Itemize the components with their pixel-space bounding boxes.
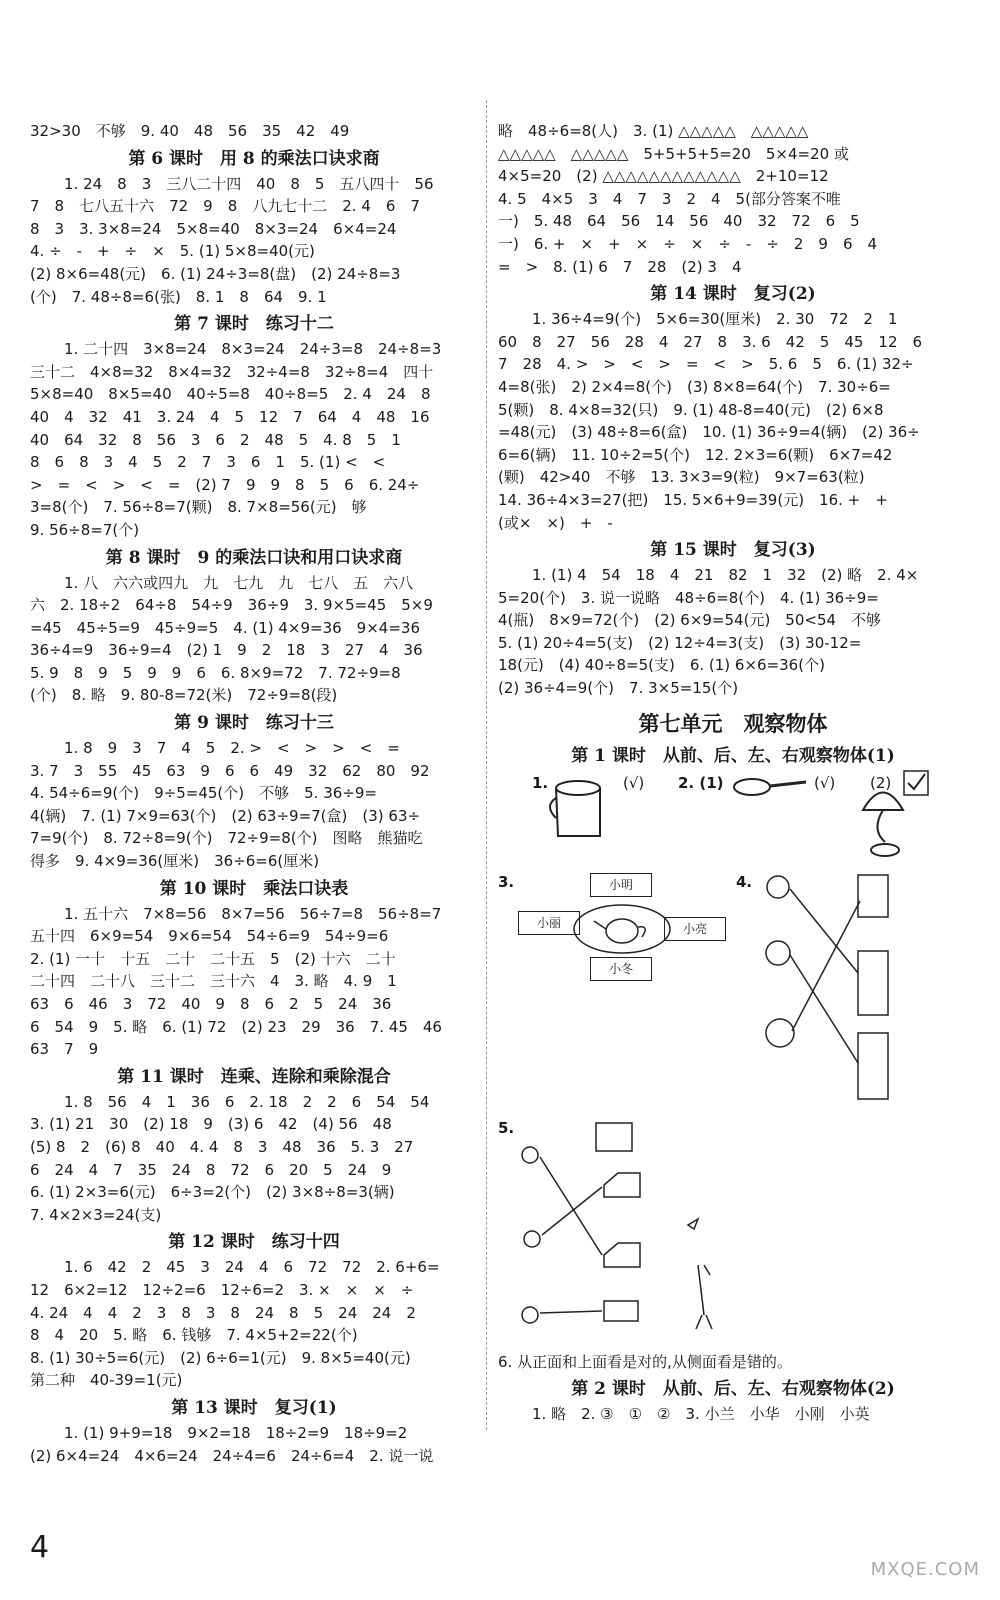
answer-line: 五十四 6×9=54 9×6=54 54÷6=9 54÷9=6	[30, 927, 389, 946]
answer-line: 6=6(辆) 11. 10÷2=5(个) 12. 2×3=6(颗) 6×7=42	[498, 445, 893, 464]
answer-line: 4. 5 4×5 3 4 7 3 2 4 5(部分答案不唯	[498, 189, 841, 208]
answer-line: 18(元) (4) 40÷8=5(支) 6. (1) 6×6=36(个)	[498, 656, 825, 675]
answer-line: (颗) 42>40 不够 13. 3×3=9(粒) 9×7=63(粒)	[498, 468, 865, 487]
answer-line: 1. 八 六六或四九 九 七九 九 七八 五 六八	[64, 573, 414, 592]
lesson-title: 第 6 课时 用 8 的乘法口诀求商	[128, 148, 380, 169]
question-label: 5.	[498, 1118, 515, 1137]
name-box-right: 小亮	[664, 917, 726, 941]
lesson-title: 第 14 课时 复习(2)	[650, 284, 816, 305]
question-label: 4.	[736, 872, 753, 891]
pan-icon	[730, 772, 810, 802]
answer-line: 1. 8 9 3 7 4 5 2. > < > > < =	[64, 739, 400, 758]
answer-line: 1. 24 8 3 三八二十四 40 8 5 五八四十 56	[64, 174, 434, 193]
answer-line: =45 45÷5=9 45÷9=5 4. (1) 4×9=36 9×4=36	[30, 618, 420, 637]
lesson-title: 第 10 课时 乘法口诀表	[159, 878, 349, 899]
answer-line: = > 8. (1) 6 7 28 (2) 3 4	[498, 257, 742, 276]
answer-line: 7 8 七八五十六 72 9 8 八九七十二 2. 4 6 7	[30, 197, 420, 216]
answer-line: 略 48÷6=8(人) 3. (1) △△△△△ △△△△△	[498, 122, 809, 140]
answer-line: (或× ×) + -	[498, 513, 613, 532]
kid-face-icon	[766, 941, 790, 965]
answer-line: 4. 54÷6=9(个) 9÷5=45(个) 不够 5. 36÷9=	[30, 784, 377, 803]
page-number: 4	[30, 1530, 50, 1565]
right-answers	[498, 120, 968, 700]
answer-line: 6. 从正面和上面看是对的,从侧面看是错的。	[498, 1352, 792, 1371]
answer-line: 8 3 3. 3×8=24 5×8=40 8×3=24 6×4=24	[30, 219, 397, 238]
answer-line: 1. 五十六 7×8=56 8×7=56 56÷7=8 56÷8=7	[64, 904, 442, 923]
lesson-title: 第 7 课时 练习十二	[174, 314, 334, 335]
answer-label: (2)	[870, 773, 892, 792]
answer-line: 得多 9. 4×9=36(厘米) 36÷6=6(厘米)	[30, 852, 320, 871]
answer-line: 5(颗) 8. 4×8=32(只) 9. (1) 48-8=40(元) (2) 6×8	[498, 400, 884, 419]
answer-line: 63 6 46 3 72 40 9 8 6 2 5 24 36	[30, 995, 392, 1013]
teapot-icon	[572, 901, 672, 957]
question-label: 3.	[498, 872, 515, 891]
squirrel-icon	[524, 1231, 540, 1247]
answer-line: 1. 略 2. ③ ① ② 3. 小兰 小华 小刚 小英	[532, 1405, 870, 1424]
lesson-title: 第 8 课时 9 的乘法口诀和用口诀求商	[105, 547, 403, 568]
answer-line: 第二种 40-39=1(元)	[30, 1371, 183, 1390]
answer-line: 5×8=40 8×5=40 40÷5=8 40÷8=5 2. 4 24 8	[30, 385, 431, 404]
answer-line: 14. 36÷4×3=27(把) 15. 5×6+9=39(元) 16. + +	[498, 490, 888, 509]
answer-line: 4. ÷ - + ÷ × 5. (1) 5×8=40(元)	[30, 242, 315, 261]
answer-line: 1. 8 56 4 1 36 6 2. 18 2 2 6 54 54	[64, 1092, 430, 1111]
answer-line: 7=9(个) 8. 72÷8=9(个) 72÷9=8(个) 图略 熊猫吃	[30, 829, 423, 848]
answer-line: 9. 56÷8=7(个)	[30, 520, 140, 539]
answer-line: =48(元) (3) 48÷8=6(盒) 10. (1) 36÷9=4(辆) (2) 36÷	[498, 423, 920, 442]
cup-icon	[548, 776, 618, 846]
answer-line: (2) 6×4=24 4×6=24 24÷4=6 24÷6=4 2. 说一说	[30, 1446, 434, 1465]
column-divider	[486, 100, 487, 1430]
right-column	[498, 120, 968, 1426]
answer-line: 40 4 32 41 3. 24 4 5 12 7 64 4 48 16	[30, 407, 430, 426]
rabbit-icon	[522, 1307, 538, 1323]
answer-line: 1. (1) 4 54 18 4 21 82 1 32 (2) 略 2. 4×	[532, 566, 919, 585]
lesson-title: 第 13 课时 复习(1)	[171, 1397, 337, 1418]
kid-face-icon	[767, 876, 789, 898]
answer-line: 三十二 4×8=32 8×4=32 32÷4=8 32÷8=4 四十	[30, 362, 434, 381]
lesson-title: 第 9 课时 练习十三	[174, 713, 334, 734]
answer-mark: (√)	[623, 773, 645, 792]
answer-line: 六 2. 18÷2 64÷8 54÷9 36÷9 3. 9×5=45 5×9	[30, 596, 433, 615]
answer-line: 5. (1) 20÷4=5(支) (2) 12÷4=3(支) (3) 30-12=	[498, 633, 862, 652]
answer-line: 6 24 4 7 35 24 8 72 6 20 5 24 9	[30, 1160, 392, 1179]
answer-line: 8 6 8 3 4 5 2 7 3 6 1 5. (1) < <	[30, 453, 386, 472]
answer-line: 5. 9 8 9 5 9 9 6 6. 8×9=72 7. 72÷9=8	[30, 663, 401, 682]
answer-line: 1. 二十四 3×8=24 8×3=24 24÷3=8 24÷8=3	[64, 340, 442, 359]
answer-line: 7. 4×2×3=24(支)	[30, 1205, 162, 1224]
name-box-left: 小丽	[518, 911, 580, 935]
lesson-title: 第 15 课时 复习(3)	[650, 540, 816, 561]
answer-line: 3. (1) 21 30 (2) 18 9 (3) 6 42 (4) 56 48	[30, 1115, 392, 1134]
matching-diagram	[748, 873, 908, 1113]
answer-line: 60 8 27 56 28 4 27 8 3. 6 42 5 45 12 6	[498, 332, 923, 351]
answer-line: (2) 8×6=48(元) 6. (1) 24÷3=8(盘) (2) 24÷8=3	[30, 264, 401, 283]
answer-line: 3. 7 3 55 45 63 9 6 6 49 32 62 80 92	[30, 761, 430, 780]
answer-line: 3=8(个) 7. 56÷8=7(颗) 8. 7×8=56(元) 够	[30, 498, 367, 517]
answer-line: 40 64 32 8 56 3 6 2 48 5 4. 8 5 1	[30, 430, 401, 449]
name-box-top: 小明	[590, 873, 652, 897]
question-label: 2. (1)	[678, 773, 724, 792]
left-column	[30, 120, 478, 1467]
figure-q3-q4	[498, 865, 968, 1115]
answer-line: 63 7 9	[30, 1040, 99, 1059]
answer-line: 1. 6 42 2 45 3 24 4 6 72 72 2. 6+6=	[64, 1258, 440, 1277]
question-label: 1.	[532, 773, 549, 792]
answer-line: 8. (1) 30÷5=6(元) (2) 6÷6=1(元) 9. 8×5=40(元)	[30, 1348, 411, 1367]
answer-line: 36÷4=9 36÷9=4 (2) 1 9 2 18 3 27 4 36	[30, 641, 423, 660]
lesson-title: 第 11 课时 连乘、连除和乘除混合	[117, 1066, 391, 1087]
figure-q5	[498, 1115, 968, 1351]
matching-diagram-q5	[518, 1115, 738, 1345]
answer-line: 12 6×2=12 12÷2=6 12÷6=2 3. × × × ÷	[30, 1280, 414, 1299]
answer-line: 1. 36÷4=9(个) 5×6=30(厘米) 2. 30 72 2 1	[532, 310, 898, 329]
answer-line: 4(瓶) 8×9=72(个) (2) 6×9=54(元) 50<54 不够	[498, 611, 882, 630]
answer-line: (5) 8 2 (6) 8 40 4. 4 8 3 48 36 5. 3 27	[30, 1137, 414, 1156]
answer-line: 8 4 20 5. 略 6. 钱够 7. 4×5+2=22(个)	[30, 1326, 358, 1345]
answer-line: 6 54 9 5. 略 6. (1) 72 (2) 23 29 36 7. 45 46	[30, 1017, 442, 1036]
watermark-text: MXQE.COM	[870, 1559, 980, 1580]
lesson-title: 第 2 课时 从前、后、左、右观察物体(2)	[571, 1379, 895, 1400]
answer-line: 2. (1) 一十 十五 二十 二十五 5 (2) 十六 二十	[30, 949, 396, 968]
answer-line: (个) 8. 略 9. 80-8=72(米) 72÷9=8(段)	[30, 686, 338, 705]
answer-line: 5=20(个) 3. 说一说略 48÷6=8(个) 4. (1) 36÷9=	[498, 588, 879, 607]
answer-line: 7 28 4. > > < > = < > 5. 6 5 6. (1) 32÷	[498, 355, 914, 374]
lesson-title: 第 12 课时 练习十四	[168, 1232, 340, 1253]
answer-line: △△△△△ △△△△△ 5+5+5+5=20 5×4=20 或	[498, 144, 849, 163]
figure-q1-q2	[498, 770, 968, 865]
answer-line: 6. (1) 2×3=6(元) 6÷3=2(个) (2) 3×8÷8=3(辆)	[30, 1183, 395, 1202]
answer-line: 一) 5. 48 64 56 14 56 40 32 72 6 5	[498, 212, 860, 231]
answer-line: (个) 7. 48÷8=6(张) 8. 1 8 64 9. 1	[30, 287, 327, 306]
answer-line: 4=8(张) 2) 2×4=8(个) (3) 8×8=64(个) 7. 30÷6=	[498, 377, 891, 396]
lesson-title: 第 1 课时 从前、后、左、右观察物体(1)	[571, 745, 895, 766]
answer-line: 1. (1) 9+9=18 9×2=18 18÷2=9 18÷9=2	[64, 1423, 408, 1442]
answer-line: 二十四 二十八 三十二 三十六 4 3. 略 4. 9 1	[30, 972, 397, 991]
giraffe-icon	[696, 1265, 712, 1329]
answer-line: 4×5=20 (2) △△△△△△△△△△△△ 2+10=12	[498, 167, 829, 186]
answer-line: 4. 24 4 4 2 3 8 3 8 24 8 5 24 24 2	[30, 1303, 416, 1322]
checkbox-checked-icon	[903, 770, 929, 796]
dog-icon	[522, 1147, 538, 1163]
unit-title: 第七单元 观察物体	[638, 710, 828, 736]
kid-face-icon	[766, 1019, 794, 1047]
answer-line: 4(辆) 7. (1) 7×9=63(个) (2) 63÷9=7(盒) (3) 63÷	[30, 806, 421, 825]
answer-line: > = < > < = (2) 7 9 9 8 5 6 6. 24÷	[30, 475, 420, 494]
answer-line: 32>30 不够 9. 40 48 56 35 42 49	[30, 122, 350, 140]
bird-icon	[688, 1219, 698, 1229]
answer-line: 一) 6. + × + × ÷ × ÷ - ÷ 2 9 6 4	[498, 234, 878, 253]
name-box-bottom: 小冬	[590, 957, 652, 981]
answer-line: (2) 36÷4=9(个) 7. 3×5=15(个)	[498, 679, 739, 698]
answer-mark: (√)	[814, 773, 836, 792]
